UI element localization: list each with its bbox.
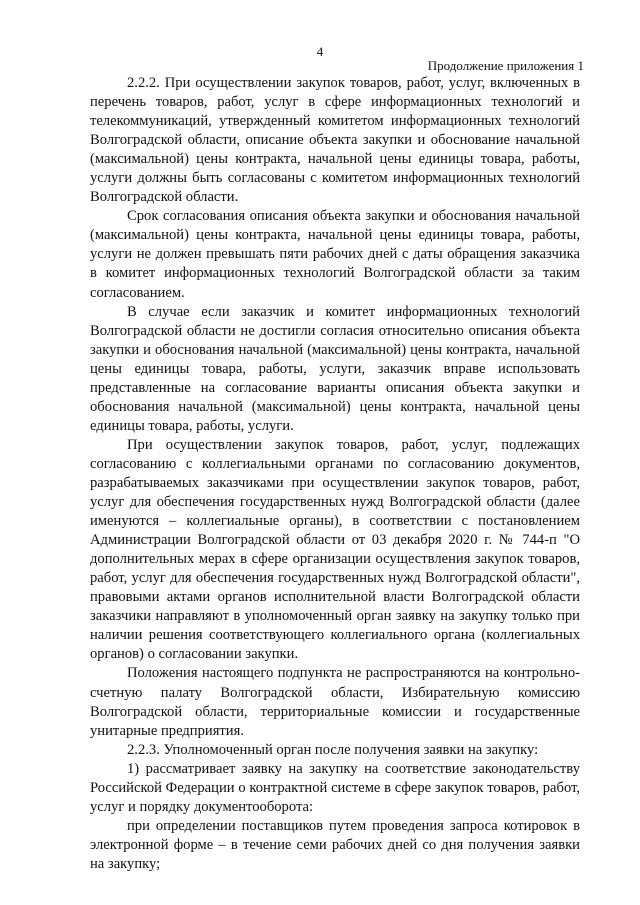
paragraph-item-1: 1) рассматривает заявку на закупку на соответствие законодательству Российской Федерации о контрактной системе в сфере закупок товаров, работ, услуг и порядку документооборота: [90,760,580,815]
paragraph-exceptions: Положения настоящего подпункта не распространяются на контрольно-счетную палату Волгоградской области, Избирательную комиссию Волгоградской области, территориальные комиссии и государственные унитарные предприятия. [90,665,580,739]
paragraph-quotation-request: при определении поставщиков путем проведения запроса котировок в электронной форме – в течение семи рабочих дней со дня получения заявки на закупку; [90,817,580,872]
appendix-continuation-note: Продолжение приложения 1 [427,58,584,73]
paragraph-approval-term: Срок согласования описания объекта закупки и обоснования начальной (максимальной) цены контракта, начальной цены единицы товара, работы, услуги не должен превышать пяти рабочих дней с даты обращения заказчика в комитет информационных технологий Волгоградской области за таким согласованием. [90,208,580,301]
document-body [90,74,580,874]
page-number: 4 [316,44,324,59]
paragraph-2-2-2: 2.2.2. При осуществлении закупок товаров, работ, услуг, включенных в перечень товаров, работ, услуг в сфере информационных технологий и телекоммуникаций, утвержденный комитетом информационных технологий Волгоградской области, описание объекта закупки и обоснование начальной (максимальной) цены контракта, начальной цены единицы товара, работы, услуги должны быть согласованы с комитетом информационных технологий Волгоградской области. [90,75,580,206]
paragraph-2-2-3: 2.2.3. Уполномоченный орган после получения заявки на закупку: [127,741,539,758]
paragraph-disagreement: В случае если заказчик и комитет информационных технологий Волгоградской области не достигли согласия относительно описания объекта закупки и обоснования начальной (максимальной) цены контракта, начальной цены единицы товара, работы, услуги, заказчик вправе использовать представленные на согласование варианты описания объекта закупки и обоснования начальной (максимальной) цены контракта, начальной цены единицы товара, работы, услуги. [90,303,580,434]
paragraph-collegial-bodies: При осуществлении закупок товаров, работ, услуг, подлежащих согласованию с коллегиальными органами по согласованию документов, разрабатываемых заказчиками при осуществлении закупок товаров, работ, услуг для обеспечения государственных нужд Волгоградской области (далее именуются – коллегиальные органы), в соответствии с постановлением Администрации Волгоградской области от 03 декабря 2020 г. № 744-п "О дополнительных мерах в сфере организации осуществления закупок товаров, работ, услуг для обеспечения государственных нужд Волгоградской области", правовыми актами органов исполнительной власти Волгоградской области заказчики направляют в уполномоченный орган заявку на закупку только при наличии решения соответствующего коллегиального органа (коллегиальных органов) о согласовании закупки. [90,436,580,663]
